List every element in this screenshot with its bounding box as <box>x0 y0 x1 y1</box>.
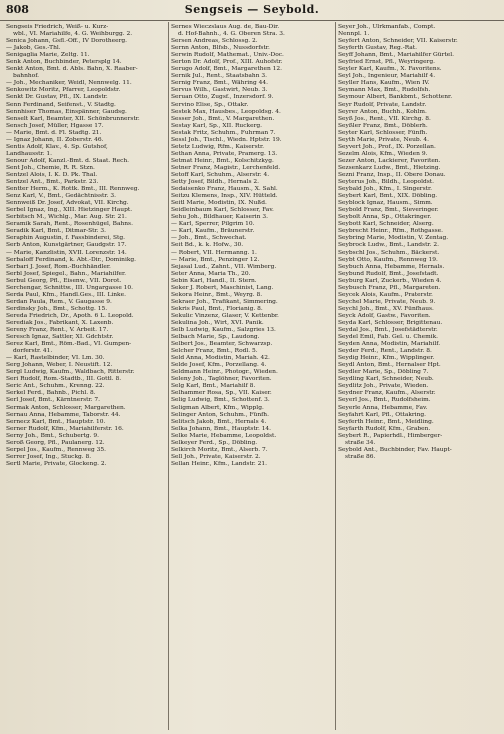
directory-entry: Seybrecht Heinr., Rfm., Rothgasse. <box>338 228 443 235</box>
directory-entry: Seleny Joh., Taglöhner, Favoriten. <box>171 376 272 383</box>
directory-entry: Sernik Jul., Rent., Staatsbahn 3. <box>171 73 267 80</box>
directory-entry: Seybold Ant., Buchbinder, Fav. Haupt- <box>338 446 452 453</box>
directory-entry: Sezsenkarz Ludw., Bmt., Hietzing. <box>338 164 441 171</box>
directory-entry: Seymann Max, Bmt., Rudolfsh. <box>338 87 431 94</box>
directory-entry: Serez Karl, Bmt., Röm.-Bad., VI. Gumpen- <box>6 341 132 348</box>
directory-entry: straße 34. <box>345 439 376 446</box>
directory-entry: Seit Bd., k. k. Hofw., 30. <box>171 242 244 249</box>
directory-entry: Sestek Max, Hausbes., Leopoldsg. 4. <box>171 108 281 115</box>
directory-entry: Serbaloff Ferdinand, k. Abt.-Dir., Dominikg. <box>6 256 137 263</box>
directory-entry: Serb Anton, Kunstgärtner, Gaudgstr. 17. <box>6 242 127 249</box>
directory-entry: Serbel Ignaz, Ing., XIII. Hietzinger Haupt. <box>6 207 133 214</box>
directory-entry: Seyl Joh., Ingenieur, Mariahilf 4. <box>338 73 436 80</box>
directory-entry: Selkirch Moritz, Bmt., Alserb. 7. <box>171 446 268 453</box>
directory-entry: Seymour Albert, Bankbmt., Schottenr. <box>338 94 453 101</box>
directory-entry: Sensch Josef, Müller, Hgasse 17. <box>6 122 104 129</box>
directory-entry: Selka Johann, Bmt., Hauptstr. 14. <box>171 425 272 432</box>
directory-entry: Seyller Hans, Kaufm., Wien IV. <box>338 80 430 87</box>
directory-entry: Seyfarth Rudolf, Kfm., Graben. <box>338 425 431 432</box>
directory-entry: Seydner Franz, Kaufm., Alserstr. <box>338 390 436 397</box>
directory-entry: Serediak Jos., Fabrikant, X. Laxenb. <box>6 319 114 326</box>
directory-entry: Sekulic Vinzenz, Glaser, V. Kettenbr. <box>171 312 279 319</box>
directory-entry: Selke Marie, Hebamme, Leopoldst. <box>171 432 277 439</box>
directory-entry: Sestay Karl, Sp., XII. Ruckerg. <box>171 122 263 129</box>
directory-entry: Seycek Alois, Kaufm., Praterstr. <box>338 291 433 298</box>
directory-entry: Servus Wilh., Gastwirt, Neub. 3. <box>171 87 268 94</box>
directory-entry: Seybolt Anna, Sp., Ottakringer. <box>338 214 432 221</box>
directory-entry: Sent Joh., Chemie, R. R. Stzn. <box>6 164 95 171</box>
directory-entry: — Marie, Bmt., Penzinger 12. <box>171 256 260 263</box>
directory-entry: Sentzel Ant., Bmt., Parkstr. 23. <box>6 179 99 186</box>
directory-column-3 <box>338 24 500 730</box>
directory-entry: — Karl, Kaufm., Bräunerstr. <box>171 228 255 235</box>
directory-entry: Sersen Andreas, Schlossg. 2. <box>171 38 258 45</box>
directory-entry: Seybring Marie, Modistin, V. Zentag. <box>338 235 449 242</box>
directory-entry: Serda Paul, Kfm., Handl.Ges., III. Linke. <box>6 291 126 298</box>
directory-entry: Seydler Marie, Sp., Döbling 7. <box>338 369 429 376</box>
directory-entry: Seldmann Heinr., Photogr., Wieden. <box>171 369 278 376</box>
directory-entry: d. Hof-Bahnh., 4. G. Oberen Stra. 3. <box>178 31 285 38</box>
directory-entry: Serwin Rudolf, Mathemat., Univ.-Doc. <box>171 52 284 59</box>
directory-entry: Seychel Marie, Private, Neub. 9. <box>338 298 436 305</box>
directory-entry: Seruan Otto, Zugsf., Inzersdorf. 9. <box>171 94 274 101</box>
directory-entry: Sekulina Joh., Wirt, XVI. Panik. <box>171 319 264 326</box>
directory-entry: Sernes Wieczslaus Aug. de, Bau-Dir. <box>171 24 280 30</box>
directory-entry: Seybott Karl, Schneider, Alserg. <box>338 221 434 228</box>
page-number: 808 <box>6 3 29 16</box>
directory-entry: Setoff Karl, Schuhm., Alserstr. 4. <box>171 171 270 178</box>
directory-entry: Sernn Anton, Blfsb., Nussdorfstr. <box>171 45 270 52</box>
directory-entry: Seyburg Karl, Zuckerb., Wieden 4. <box>338 277 442 284</box>
directory-entry: Selbach Marie, Sp., Laudong. <box>171 334 260 341</box>
directory-column-2 <box>171 24 333 730</box>
directory-entry: Selig Ludwig, Bmt., Schottenf. 3. <box>171 397 270 404</box>
directory-entry: Seresch Ignaz, Sattler, XI. Gdchtstr. <box>6 334 114 341</box>
directory-entry: Seyth Marie, Private, Neub. 4. <box>338 136 430 143</box>
directory-entry: Selcher Franz, Bmt., Rodl. 5. <box>171 348 258 355</box>
directory-entry: Serdan Paula, Rem., V. Gaugasse 9. <box>6 298 112 305</box>
directory-entry: Seyterus Joh., Bildh., Leopoldst. <box>338 179 434 186</box>
directory-entry: Serugo Adolf, Bmt., Margarethen 12. <box>171 66 283 73</box>
directory-entry: Serton Dr. Adolf, Prof., XIII. Auhofstr. <box>171 59 283 66</box>
directory-entry: Senselt Karl, Beamter, XII. Schönbrunnerstr. <box>6 115 140 122</box>
directory-entry: Seroß Georg, Pfl., Paulanerg. 12. <box>6 439 105 446</box>
directory-entry: Senk Anton, Buchbinder, Petersplg 14. <box>6 59 122 66</box>
directory-entry: Sellan Heinr., Kfm., Landstr. 21. <box>171 460 267 467</box>
directory-entry: Seyer Joh., Ulrkmanfab., Compt. <box>338 24 436 30</box>
directory-entry: Seyferth Gustav, Reg.-Rat. <box>338 45 418 52</box>
directory-entry: dorferstr. 41. <box>13 348 53 355</box>
directory-entry: — Joh., Bmt., Schwechat. <box>171 235 247 242</box>
directory-entry: Senkt Anton, Bmt. d. Abls. Bahn, X. Raaber- <box>6 66 138 73</box>
directory-entry: Sekris Paul, Bmt., Florianig. 8. <box>171 305 263 312</box>
directory-entry: Senour Adolf, Kanzl.-Bmt. d. Staat. Rech. <box>6 157 130 164</box>
directory-entry: Serchengar, Schnittw., III. Ungargasse 10. <box>6 284 134 291</box>
column-divider <box>168 22 169 730</box>
directory-entry: — Ignaz Johann, II. Zoberstr. 46. <box>6 136 104 143</box>
page-header <box>0 0 504 21</box>
directory-entry: Seligman Albert, Kfm., Wipplg. <box>171 404 264 411</box>
directory-entry: Sezer Anton, Lackierer, Favoriten. <box>338 157 441 164</box>
directory-entry: Seyfried Ernst, Pfl., Weyringerg. <box>338 59 436 66</box>
directory-entry: Seyfert Anton, Schneider, VII. Kaiserstr. <box>338 38 458 45</box>
directory-entry: Seyler Karl, Kaufm., X. Favoritens. <box>338 66 442 73</box>
directory-entry: — Jakob, Ges.-Thl. <box>6 45 61 52</box>
directory-entry: Sernig Franz, Bmt., Währing 44. <box>171 80 268 87</box>
directory-entry: Seybert Karl, Bmt., XIX. Döbling. <box>338 193 438 200</box>
directory-entry: Seyder Ferd., Rent., Landstr. 8. <box>338 348 432 355</box>
directory-column-1 <box>6 24 166 730</box>
directory-entry: Seitl Marie, Modistin, IX. Nußd. <box>171 200 267 207</box>
directory-entry: Seter Anna, Maria Th., 20. <box>171 270 251 277</box>
directory-entry: Seydling Karl, Schneider, Neub. <box>338 376 434 383</box>
directory-entry: Senz Karl, V., Bmt., Gedächtnisstr. 3. <box>6 193 116 200</box>
directory-entry: Sehu Joh., Bildhauer, Kaiserin 3. <box>171 214 268 221</box>
directory-entry: Sermak Anton, Schlosser, Margarethen. <box>6 404 126 411</box>
directory-entry: Seld Anna, Modistin, Mariah. 42. <box>171 355 270 362</box>
directory-entry: Sergl Ludwig, Kaufm., Waldbach, Ritterstr. <box>6 369 135 376</box>
directory-entry: Seybt Otto, Kaufm., Rennweg 19. <box>338 256 438 263</box>
directory-entry: Sesser Joh., Bmt., V. Margarethen. <box>171 115 275 122</box>
directory-entry: Servino Elise, Sp., Ottakr. <box>171 101 249 108</box>
directory-entry: Serg Johann, Weber, I. Neustift. 12. <box>6 362 113 369</box>
directory-entry: Seyerl Jos., Bmt., Rudolfsheim. <box>338 397 431 404</box>
directory-entry: Sebin Karl, Handl., II. Stern. <box>171 277 257 284</box>
directory-entry: Sessl Joh., Tischl., Wiedn. Hptstr. 19. <box>171 136 282 143</box>
directory-entry: Serny Joh., Bmt., Schubertg. 9. <box>6 432 100 439</box>
directory-entry: Serbitsch M., Wichlg., Mar. Aug. Str. 21. <box>6 214 127 221</box>
directory-entry: Seidleinbaum Karl, Schlosser, Fav. <box>171 207 274 214</box>
directory-entry: Senkt Dr. Gustav, Pfl., IX. Landstr. <box>6 94 108 101</box>
directory-entry: Senkowitz Moritz, Pfarrer, Leopoldstr. <box>6 87 121 94</box>
directory-entry: bahnhof. <box>13 73 40 80</box>
directory-entry: Selde Josef, Kfm., Porzellang. 4. <box>171 362 267 369</box>
directory-entry: Seydal Jos., Bmt., Josefstädterstr. <box>338 327 438 334</box>
directory-entry: Seyerle Anna, Hebamme, Fav. <box>338 404 428 411</box>
directory-entry: — Karl, Rastelbinder, VI. Lm. 30. <box>6 355 105 362</box>
directory-entry: — Marie, Bmt. d. Fl. Stadtg. 21. <box>6 129 102 136</box>
directory-entry: Setmat Heinr., Bmt., Kolschitzkyg. <box>171 157 274 164</box>
directory-entry: Seybold Franz, Bmt., Sieveringer. <box>338 207 439 214</box>
directory-entry: Sezni Franz, Insp., II. Obere Donau. <box>338 171 446 178</box>
directory-entry: Serbari J. Josef, Rom.-Buchhändler. <box>6 263 111 270</box>
directory-entry: Seyblock Ignaz, Hausm., Simm. <box>338 200 433 207</box>
directory-entry: Sekraer Joh., Trafikant, Simmering. <box>171 298 278 305</box>
directory-entry: Seybert R., Papierhdl., Himberger- <box>338 432 443 439</box>
directory-entry: — Karl, Sperrer, Pilgrim 10. <box>171 221 255 228</box>
directory-entry: wbl., VI. Mariahilfe, 4. G. Weihburgg. 2. <box>13 31 133 38</box>
directory-entry: Serdinsky Joh., Bmt., Schottg. 15. <box>6 305 108 312</box>
directory-entry: Seydel Emil, Fab. Gel. u. Chemik. <box>338 334 439 341</box>
directory-entry: Seybrock Ludw., Bmt., Landstr. 2. <box>338 242 439 249</box>
directory-entry: — Robert, VII. Hermanng. 1. <box>171 249 257 256</box>
directory-entry: Sestak Fritz, Schuhm., Fuhrman 7. <box>171 129 276 136</box>
directory-entry: Selhammer Rosa, Sp., VII. Kaiser. <box>171 390 272 397</box>
directory-entry: Sedaisenko Franz, Hausm., X. Sahl. <box>171 186 278 193</box>
directory-entry: Seitzu Klemens, Insp., XIV. Hütteld. <box>171 193 278 200</box>
directory-entry: Seydig Heinr., Kfm., Wipplinger. <box>338 355 435 362</box>
directory-entry: Seyck Adolf, Gastw., Favoriten. <box>338 312 431 319</box>
directory-entry: straße 86. <box>345 453 376 460</box>
column-divider <box>335 22 336 730</box>
directory-entry: Seyvert Joh., Prof., IX. Porzellan. <box>338 143 436 150</box>
directory-entry: Sezelm Alois, Kfm., Wieden 9. <box>338 150 428 157</box>
directory-entry: Sernecz Karl, Bmt., Hauptstr. 10. <box>6 418 106 425</box>
directory-entry: Sentis Adolf, Klav., 4. Sp. Gutshof, <box>6 143 108 150</box>
directory-entry: Sernau Anna, Hebamme, Taborstr. 44. <box>6 411 121 418</box>
directory-entry: Setetz Ludwig, Rfm., Kaiserstr. <box>171 143 265 150</box>
directory-entry: Sentter Herm., K. Rottk. Bmt., III. Rennweg. <box>6 186 140 193</box>
directory-entry: Seyß Jos., Rent., VII. Kirchg. 8. <box>338 115 431 122</box>
directory-entry: — Joh., Mechaniker, Weidl, Nennwelg. 11. <box>6 80 132 87</box>
directory-entry: Seybuch Anna, Hebamme, Hernals. <box>338 263 445 270</box>
directory-entry: Serrer Josef, Ing., Stuckg. 8. <box>6 453 92 460</box>
directory-entry: Sejasal Lud., Zahnt., VII. Wimberg. <box>171 263 277 270</box>
directory-entry: Sertl Marie, Private, Glockeng. 2. <box>6 460 107 467</box>
directory-entry: Seradik Karl, Bmt., Ditmar-Str. 3. <box>6 228 107 235</box>
directory-entry: Landhausstr. 1. <box>6 150 53 157</box>
directory-entry: Sentzel Alois, I. K. D. Pk. Thal. <box>6 171 98 178</box>
directory-entry: Sennhiser Thomas, Einspänner, Gaudsg. <box>6 108 127 115</box>
directory-entry: Senica Johann, Gsfl.-Off., IV Dorotheerg. <box>6 38 128 45</box>
directory-entry: Seybusch Franz, Pfl., Margareten. <box>338 284 441 291</box>
directory-entry: Seyff Johann, Bmt., Mariahilfer Gürtel. <box>338 52 454 59</box>
directory-entry: Seyda Karl, Schlosser, Brigittenau. <box>338 319 443 326</box>
directory-entry: Sell Joh., Private, Kaiserstr. 2. <box>171 453 261 460</box>
directory-entry: Senn Ferdinand, Seifenst., V. Stadtg. <box>6 101 116 108</box>
directory-entry: — Marie, Kanzlistin, XVII. Lorenzstr. 14. <box>6 249 127 256</box>
directory-entry: Seyden Anna, Modistin, Mariahilf. <box>338 341 441 348</box>
directory-entry: Seybund Rudolf, Bmt., Josefstadt. <box>338 270 439 277</box>
directory-entry: Sengseis Friedrich, Weiß- u. Kurz- <box>6 24 109 30</box>
directory-entry: Selg Karl, Bmt., Mariahilf 8. <box>171 383 256 390</box>
directory-entry: Seric Ant., Schuhm., Krenng. 22. <box>6 383 105 390</box>
directory-entry: Senigaglia Marie, Zeltg. 11. <box>6 52 90 59</box>
directory-entry: Seraphin Augustin, f. Fassbinderei, Stg. <box>6 235 126 242</box>
directory-entry: Seri Rudolf, Rom.-Stadtb., III. Gottl. 8. <box>6 376 122 383</box>
directory-entry: Seyfahrt Karl, Pfl., Ottakring. <box>338 411 427 418</box>
directory-entry: Seramik Sarah, Rent., Rosenhügel, Bahns. <box>6 221 133 228</box>
directory-entry: Selitsch Jakob, Bmt., Hernals 4. <box>171 418 267 425</box>
directory-entry: Seybald Joh., Kfm., I. Singerstr. <box>338 186 433 193</box>
directory-entry: Seydl Anton, Bmt., Hernalser Hpt. <box>338 362 441 369</box>
directory-entry: Sennweiß Dr. Josef, Advokat, VII. Kirchg. <box>6 200 129 207</box>
directory-entry: Seydlitz Joh., Private, Wieden. <box>338 383 429 390</box>
directory-entry: Seyrer Anton, Buchh., Kohlm. <box>338 108 427 115</box>
directory-entry: Serner Rudolf, Kfm., Mariahilferstr. 16. <box>6 425 124 432</box>
directory-entry: Setty Josef, Bildh., Hernals 2. <box>171 179 260 186</box>
directory-entry: Serbul Georg, Pfl., Eisenw., VII. Dorot. <box>6 277 122 284</box>
directory-entry: Selkeyer Ferd., Sp., Döbling. <box>171 439 258 446</box>
directory-entry: Seybschl Jos., Schuhm., Bäckerst. <box>338 249 440 256</box>
directory-entry: Selb Ludwig, Kaufm., Salzgries 13. <box>171 327 276 334</box>
directory-entry: Serkel Ferd., Bahnb., Pichl. 8. <box>6 390 96 397</box>
directory-entry: Seyferth Heinr., Bmt., Meidling. <box>338 418 434 425</box>
directory-entry: Seyter Karl, Schlosser, Fünfh. <box>338 129 428 136</box>
directory-entry: Sekora Heinr., Bmt., Weyrg. 8. <box>171 291 263 298</box>
directory-entry: Serpel Jos., Kaufm., Rennweg 35. <box>6 446 107 453</box>
directory-entry: Seychl Joh., Bmt., XV. Fünfhaus. <box>338 305 434 312</box>
directory-entry: Sereny Franz, Rent., V. Arbeit. 17. <box>6 327 109 334</box>
directory-entry: Sereda Friedrich, Dr., Apoth. 6 L. Leopold. <box>6 312 134 319</box>
directory-entry: Seyßler Franz, Bmt., Döblerh. <box>338 122 428 129</box>
directory-entry: Seker J. Robert, Maschinist, Lang. <box>171 284 274 291</box>
directory-entry: Serbl Josef, Spiegel., Bahn., Mariahilfer. <box>6 270 127 277</box>
directory-entry: Sethan Anna, Private, Pramerg. 13. <box>171 150 278 157</box>
directory-entry: Selbert Jos., Beamter, Schwarzsp. <box>171 341 273 348</box>
directory-entry: Serl Josef, Bmt., Kärntnerstr. 7. <box>6 397 101 404</box>
directory-entry: Setner Franz, Magistr., Lerchenfeld. <box>171 164 281 171</box>
running-title: Sengseis — Seybold. <box>184 3 320 16</box>
directory-entry: Nennpl. 1. <box>338 31 370 38</box>
directory-entry: Selinger Anton, Schuhm., Fünfh. <box>171 411 269 418</box>
directory-entry: Seyr Rudolf, Private, Landstr. <box>338 101 427 108</box>
